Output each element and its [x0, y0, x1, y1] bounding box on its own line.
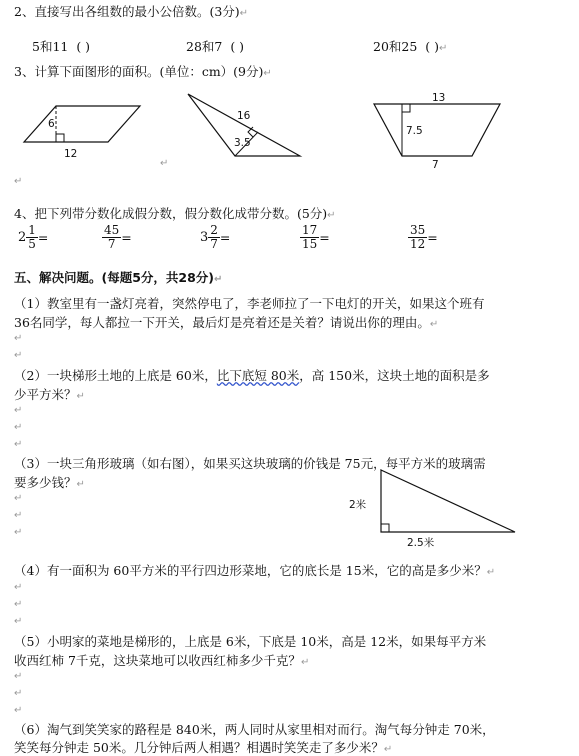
parallelogram-base-label: 12: [64, 148, 78, 160]
return-mark: ↵: [14, 176, 23, 187]
glass-height-label: 2米: [349, 499, 367, 511]
return-mark: ↵: [14, 527, 23, 538]
return-mark: ↵: [14, 350, 23, 361]
problem-5-line-1: （5）小明家的菜地是梯形的，上底是 6米，下底是 10米，高是 12米，如果每平方米: [14, 634, 487, 649]
q4-item-3: 3 $\frac{2}{7}$ =: [200, 223, 231, 252]
problem-5-line-2: 收西红柿 7千克，这块菜地可以收西红柿多少千克？↵: [14, 653, 310, 668]
glass-base-label: 2.5米: [407, 537, 435, 549]
problem-1-line-1: （1）教室里有一盏灯亮着，突然停电了，李老师拉了一下电灯的开关，如果这个班有: [14, 296, 485, 311]
problem-1-line-2: 36名同学，每人都拉一下开关，最后灯是亮着还是关着？请说出你的理由。↵: [14, 315, 439, 330]
answer-blank[interactable]: ( ): [230, 39, 245, 54]
problem-6-line-1: （6）淘气到笑笑家的路程是 840米，两人同时从家里相对而行。淘气每分钟走 70米，: [14, 722, 495, 737]
return-mark: ↵: [14, 616, 23, 627]
return-mark: ↵: [14, 671, 23, 682]
return-mark: ↵: [14, 405, 23, 416]
return-mark: ↵: [160, 158, 169, 169]
parallelogram-height-label: 6: [48, 118, 55, 130]
trapezoid-height-label: 7.5: [406, 125, 423, 137]
return-mark: ↵: [14, 705, 23, 716]
return-mark: ↵: [14, 688, 23, 699]
answer-blank[interactable]: ( ): [425, 39, 439, 54]
return-mark: ↵: [14, 422, 23, 433]
return-mark: ↵: [14, 493, 23, 504]
problem-4-line-1: （4）有一面积为 60平方米的平行四边形菜地，它的底长是 15米，它的高是多少米？↵: [14, 563, 496, 578]
problem-3-line-2: 要多少钱？↵: [14, 475, 85, 490]
q3-title: 3、计算下面图形的面积。(单位：cm）(9分)↵: [14, 64, 272, 79]
problem-6-line-2: 笑笑每分钟走 50米。几分钟后两人相遇？相遇时笑笑走了多少米？↵: [14, 740, 393, 755]
return-mark: ↵: [14, 333, 23, 344]
problem-3-line-1: （3）一块三角形玻璃（如右图），如果买这块玻璃的价钱是 75元，每平方米的玻璃需: [14, 456, 486, 471]
q2-pair-3: 20和25 ( )↵: [373, 39, 448, 54]
trapezoid-bottom-label: 7: [432, 159, 439, 170]
triangle-side-label: 16: [237, 110, 251, 122]
q4-item-1: 2 $\frac{1}{5}$ =: [18, 223, 49, 252]
trapezoid-top-label: 13: [432, 92, 446, 104]
q4-item-5: $\frac{35}{12}$ =: [410, 223, 438, 252]
q4-item-2: $\frac{45}{7}$ =: [104, 223, 132, 252]
triangle-figure: [180, 90, 310, 162]
trapezoid-figure: [370, 90, 510, 170]
return-mark: ↵: [14, 510, 23, 521]
return-mark: ↵: [14, 599, 23, 610]
parallelogram-figure: [20, 98, 150, 162]
section5-title: 五、解决问题。(每题5分，共28分)↵: [14, 270, 223, 285]
q2-pair-1: 5和11 ( ): [32, 39, 91, 54]
q2-pair-2: 28和7 ( ): [186, 39, 245, 54]
glass-triangle-figure: [345, 466, 525, 550]
q4-title: 4、把下列带分数化成假分数，假分数化成带分数。(5分)↵: [14, 206, 336, 221]
answer-blank[interactable]: ( ): [76, 39, 91, 54]
problem-2-line-2: 少平方米？↵: [14, 387, 85, 402]
problem-2-line-1: （2）一块梯形土地的上底是 60米，比下底短 80米，高 150米，这块土地的面积是多: [14, 368, 490, 383]
q2-title: 2、直接写出各组数的最小公倍数。(3分)↵: [14, 4, 249, 19]
q4-item-4: $\frac{17}{15}$ =: [302, 223, 330, 252]
triangle-height-label: 3.5: [234, 137, 251, 149]
return-mark: ↵: [14, 439, 23, 450]
return-mark: ↵: [14, 582, 23, 593]
